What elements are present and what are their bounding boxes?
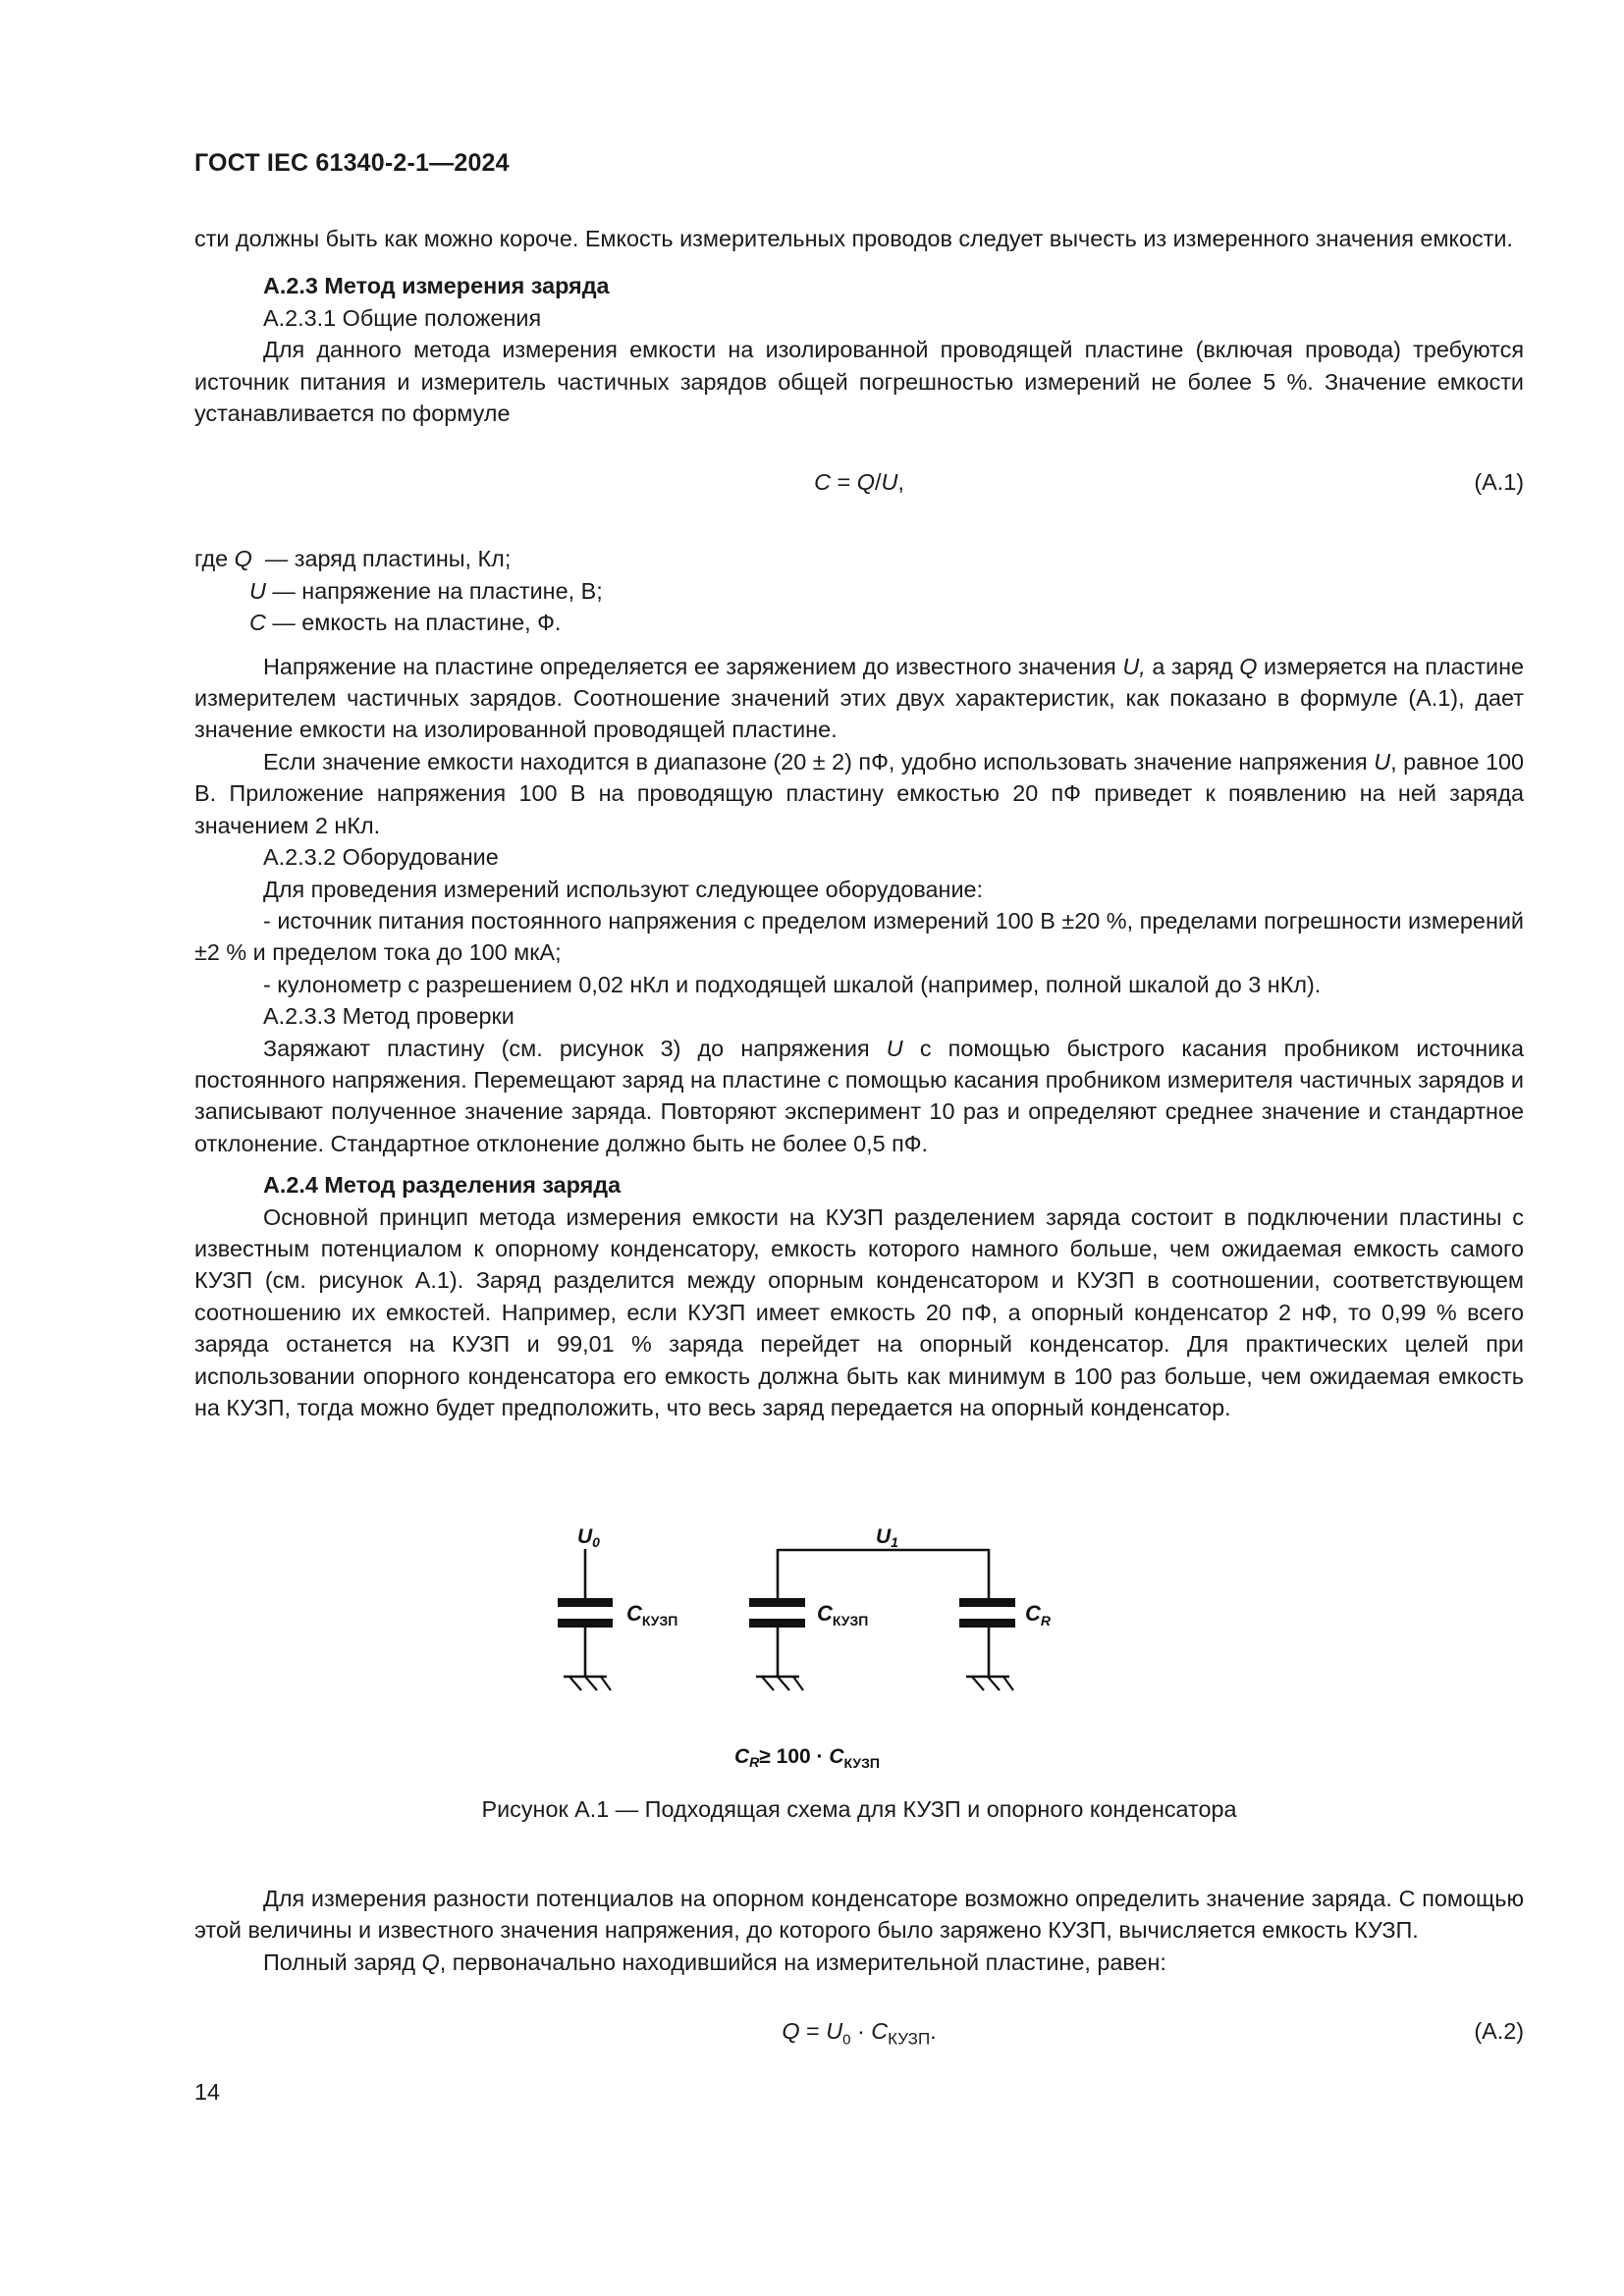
body-text-top [194, 223, 1524, 1423]
formula-a2-number: (А.2) [1474, 2018, 1524, 2045]
paragraph-potential-difference: Для измерения разности потенциалов на опорном конденсаторе возможно определить значение заряда. С помощью этой величины и известного значения напряжения, до которого было заряжено КУЗП, вычисляется емкость КУЗП. [194, 1886, 1524, 1944]
body-text-bottom [194, 1883, 1524, 2047]
circuit-svg [550, 1502, 1159, 1777]
formula-a2 [194, 2015, 1524, 2047]
intro-paragraph: сти должны быть как можно короче. Емкость измерительных проводов следует вычесть из измеренного значения емкости. [194, 226, 1513, 251]
legend-u: U — напряжение на пластине, В; [249, 577, 603, 604]
document-header: ГОСТ IEC 61340-2-1—2024 [194, 149, 510, 177]
page-number: 14 [194, 2079, 221, 2105]
paragraph-procedure: Заряжают пластину (см. рисунок 3) до напряжения U с помощью быстрого касания пробником источника постоянного напряжения. Перемещают заряд на пластине с помощью касания пробником измерителя частичных зарядов и записывают полученное значение заряда. Повторяют эксперимент 10 раз и определяют среднее значение и стандартное отклонение. Стандартное отклонение должно быть не более 0,5 пФ. [194, 1035, 1524, 1156]
label-cr: $C_R$ [1025, 1601, 1052, 1629]
section-heading-a24: А.2.4 Метод разделения заряда [263, 1172, 622, 1199]
circuit-diagram [550, 1502, 1159, 1777]
list-item-power-source: - источник питания постоянного напряжения с пределом измерений 100 В ±20 %, пределами погрешности измерений ±2 % и пределом тока до 100 мкА; [194, 907, 1524, 966]
formula-a1-number: (А.1) [1474, 469, 1524, 496]
label-u1: U1 [876, 1525, 898, 1550]
label-u0: U0 [577, 1525, 600, 1550]
section-heading-a23: А.2.3 Метод измерения заряда [263, 273, 610, 299]
formula-a1-expression: C = Q/U, [814, 469, 904, 496]
formula-a1 [194, 466, 1524, 498]
subsection-a233: А.2.3.3 Метод проверки [263, 1003, 514, 1030]
figure-caption: Рисунок А.1 — Подходящая схема для КУЗП и опорного конденсатора [481, 1796, 1237, 1822]
paragraph-range: Если значение емкости находится в диапазоне (20 ± 2) пФ, удобно использовать значение напряжения U, равное 100 В. Приложение напряжения 100 В на проводящую пластину емкостью 20 пФ приведет к появлению на ней заряда значением 2 нКл. [194, 748, 1524, 838]
paragraph-equipment: Для проведения измерений используют следующее оборудование: [263, 876, 984, 902]
subsection-a231: А.2.3.1 Общие положения [263, 304, 542, 331]
formula-a2-expression: $Q = U_0 \cdot C_{КУЗП}$. [782, 2018, 937, 2049]
paragraph-a231: Для данного метода измерения емкости на изолированной проводящей пластине (включая провода) требуются источник питания и измеритель частичных зарядов общей погрешностью измерений не более 5 %. Значение емкости устанавливается по формуле [194, 337, 1524, 427]
list-item-coulometer: - кулонометр с разрешением 0,02 нКл и подходящей шкалой (например, полной шкалой до 3 нКл). [263, 971, 1322, 997]
legend-q: где Q — заряд пластины, Кл; [194, 546, 512, 572]
label-c-kuzp-middle: $C_{КУЗП}$ [817, 1601, 869, 1629]
legend-c: C — емкость на пластине, Ф. [249, 610, 562, 636]
paragraph-total-charge: Полный заряд Q, первоначально находившийся на измерительной пластине, равен: [263, 1949, 1166, 1975]
label-condition: $CR\ge 100 \cdot C_{КУЗП}$ [734, 1745, 880, 1771]
label-c-kuzp-left: $C_{КУЗП}$ [626, 1601, 678, 1629]
paragraph-charge-split: Основной принцип метода измерения емкости на КУЗП разделением заряда состоит в подключении пластины с известным потенциалом к опорному конденсатору, емкость которого намного больше, чем ожидаемая емкость самого КУЗП (см. рисунок А.1). Заряд разделится между опорным конденсатором и КУЗП в соотношении, соответствующем соотношению их емкостей. Например, если КУЗП имеет емкость 20 пФ, а опорный конденсатор 2 нФ, то 0,99 % всего заряда останется на КУЗП и 99,01 % заряда перейдет на опорный конденсатор. Для практических целей при использовании опорного конденсатора его емкость должна быть как минимум в 100 раз больше, чем ожидаемая емкость на КУЗП, тогда можно будет предположить, что весь заряд передается на опорный конденсатор. [194, 1203, 1524, 1420]
subsection-a232: А.2.3.2 Оборудование [263, 844, 499, 871]
paragraph-voltage: Напряжение на пластине определяется ее заряжением до известного значения U, а заряд Q измеряется на пластине измерителем частичных зарядов. Соотношение значений этих двух характеристик, как показано в формуле (А.1), дает значение емкости на изолированной проводящей пластине. [194, 653, 1524, 743]
